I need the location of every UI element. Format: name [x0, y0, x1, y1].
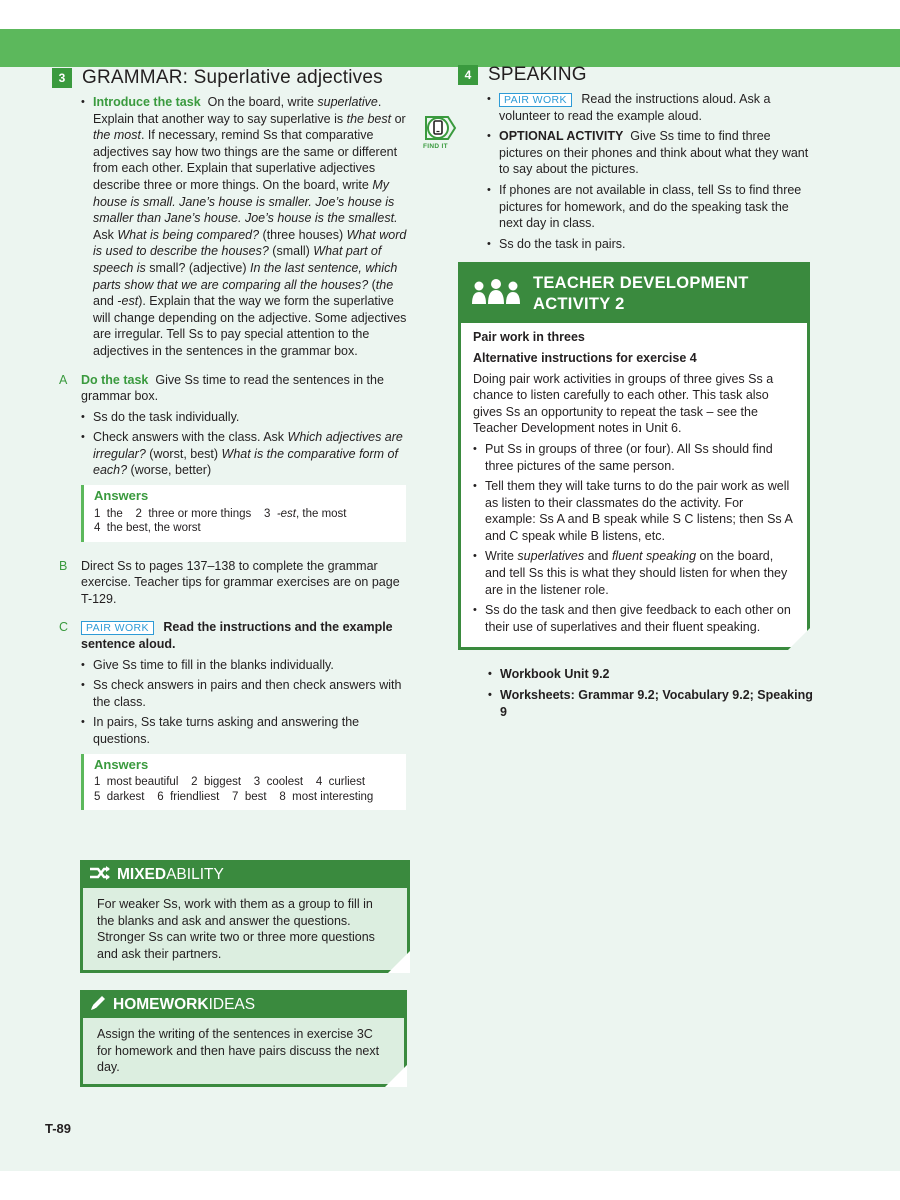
teacher-development-body	[461, 323, 807, 647]
speaking-heading	[458, 65, 813, 85]
grammar-step-c	[52, 619, 412, 747]
list-item: • Worksheets: Grammar 9.2; Vocabulary 9.2; Speaking 9	[488, 687, 813, 720]
homework-title-bold: HOMEWORK	[113, 996, 209, 1013]
td-intro: Doing pair work activities in groups of three gives Ss a chance to listen carefully to each other. This task also gives Ss an opportunity to repeat the task – see the Teacher Development notes in Unit 6.	[473, 371, 774, 436]
optional-activity-label: OPTIONAL ACTIVITY	[499, 129, 624, 144]
answers-line: 5 darkest 6 friendliest 7 best 8 most interesting	[94, 790, 374, 803]
list-item: • Tell them they will take turns to do the pair work as well as listen to their classmates do the activity. For example: Ss A and B speak while S C listens; then Ss A and C speak while B listens, etc.	[473, 478, 795, 544]
resources-list	[458, 666, 813, 720]
speaking-bullet-text: Give Ss time to find three pictures on their phones and think about what they want to say about the pictures.	[499, 129, 809, 177]
grammar-heading	[52, 68, 412, 88]
step-a-instruction	[81, 372, 412, 405]
page-number: T-89	[45, 1121, 72, 1136]
top-color-bar	[0, 29, 900, 67]
list-item: • Give Ss time to fill in the blanks individually.	[81, 657, 412, 674]
speaking-bullets	[458, 91, 813, 252]
title-line: ACTIVITY 2	[533, 295, 625, 314]
list-item: • Ss do the task individually.	[81, 409, 412, 426]
homework-header	[83, 993, 404, 1018]
mixed-ability-icon	[89, 865, 111, 886]
section-title: GRAMMAR: Superlative adjectives	[82, 66, 383, 88]
homework-box	[80, 990, 407, 1087]
step-a-bullets	[81, 409, 412, 479]
grammar-step-a	[52, 372, 412, 480]
homework-text: Assign the writing of the sentences in exercise 3C for homework and then have pairs discuss the next day.	[97, 1027, 380, 1075]
step-letter: B	[59, 558, 68, 573]
homework-title-rest: IDEAS	[208, 996, 256, 1013]
step-letter: A	[59, 372, 68, 387]
find-it-icon	[422, 113, 458, 155]
list-item: • Write superlatives and fluent speaking on the board, and tell Ss this is what they should listen for when they are in the listener role.	[473, 548, 795, 598]
box-corner-cut	[388, 951, 410, 973]
grammar-intro-list	[52, 94, 412, 360]
list-item: • Ss do the task in pairs.	[487, 236, 813, 253]
list-item: • Put Ss in groups of three (or four). All Ss should find three pictures of the same person.	[473, 441, 795, 474]
td-bullets	[473, 441, 795, 636]
answers-box-c	[81, 754, 406, 811]
teacher-development-box	[458, 262, 810, 650]
mixed-ability-header	[83, 863, 407, 888]
answers-line: 1 most beautiful 2 biggest 3 coolest 4 curliest	[94, 776, 366, 788]
teacher-development-header	[461, 265, 807, 323]
answers-title: Answers	[94, 488, 149, 504]
box-corner-cut	[385, 1065, 407, 1087]
answers-box-a	[81, 485, 406, 542]
step-c-instruction	[81, 619, 412, 652]
mixed-ability-box	[80, 860, 410, 973]
intro-item	[81, 94, 412, 360]
answers-line: 1 the 2 three or more things 3 -est, the most	[94, 507, 347, 520]
mixed-ability-text: For weaker Ss, work with them as a group to fill in the blanks and ask and answer the questions. Stronger Ss can write two or three more questions and ask their partners.	[97, 897, 375, 961]
list-item: • In pairs, Ss take turns asking and answering the questions.	[81, 714, 412, 747]
pencil-icon	[89, 994, 107, 1017]
section-number-badge: 3	[52, 68, 72, 88]
answers-line: 4 the best, the worst	[94, 522, 201, 535]
section-number-badge: 4	[458, 65, 478, 85]
td-subtitle: Pair work in threes	[473, 330, 585, 345]
box-corner-cut	[788, 628, 810, 650]
right-column	[458, 65, 813, 724]
step-c-bullets	[81, 657, 412, 748]
list-item: • If phones are not available in class, tell Ss to find three pictures for homework, and do the speaking task the next day in class.	[487, 182, 813, 232]
find-it-label: FIND IT	[423, 143, 448, 150]
left-column	[52, 68, 412, 820]
intro-label: Introduce the task	[93, 95, 201, 109]
list-item: • Ss do the task and then give feedback to each other on their use of superlatives and their fluent speaking.	[473, 602, 795, 635]
step-b-text: Direct Ss to pages 137–138 to complete the grammar exercise. Teacher tips for grammar exercises are on page T-129.	[81, 558, 400, 606]
step-letter: C	[59, 620, 69, 635]
list-item	[487, 128, 813, 178]
answers-title: Answers	[94, 756, 149, 772]
mixed-ability-title-rest: ABILITY	[166, 866, 224, 883]
title-line: TEACHER DEVELOPMENT	[533, 274, 749, 293]
step-c-text: Read the instructions and the example sentence aloud.	[81, 620, 393, 651]
mixed-ability-title-bold: MIXED	[117, 866, 167, 883]
list-item: • Workbook Unit 9.2	[488, 666, 813, 683]
step-a-label: Do the task	[81, 372, 149, 387]
grammar-step-b	[52, 558, 412, 608]
td-subtitle: Alternative instructions for exercise 4	[473, 350, 697, 365]
list-item: • Ss check answers in pairs and then check answers with the class.	[81, 677, 412, 710]
step-a-text: Give Ss time to read the sentences in the grammar box.	[81, 372, 384, 404]
people-group-icon	[471, 278, 521, 311]
pair-work-tag: PAIR WORK	[499, 93, 572, 107]
list-item: • Check answers with the class. Ask Which adjectives are irregular? (worst, best) What is the comparative form of each? (worse, better)	[81, 429, 412, 479]
speaking-bullet-text: Read the instructions aloud. Ask a volunteer to read the example aloud.	[499, 92, 771, 123]
teacher-development-title	[533, 273, 749, 315]
section-title: SPEAKING	[488, 63, 587, 85]
pair-work-tag: PAIR WORK	[81, 621, 154, 635]
intro-text: On the board, write superlative. Explain that another way to say superlative is the best or the most. If necessary, remind Ss that comparative adjectives say how two things are the same or different from each other. Explain that superlative adjectives describe three or more things. On the board, write My house is small. Jane’s house is smaller. Joe’s house is smaller than Jane’s house. Joe’s house is the smallest. Ask What is being compared? (three houses) What word is used to describe the houses? (small) What part of speech is small? (adjective) In the last sentence, which parts show that we are comparing all the houses? (the and -est). Explain that the way we form the superlative will change depending on the adjective. Some adjectives are irregular. Tell Ss to pay special attention to the adjectives in the sentences in the grammar box.	[93, 95, 407, 358]
list-item	[487, 91, 813, 124]
